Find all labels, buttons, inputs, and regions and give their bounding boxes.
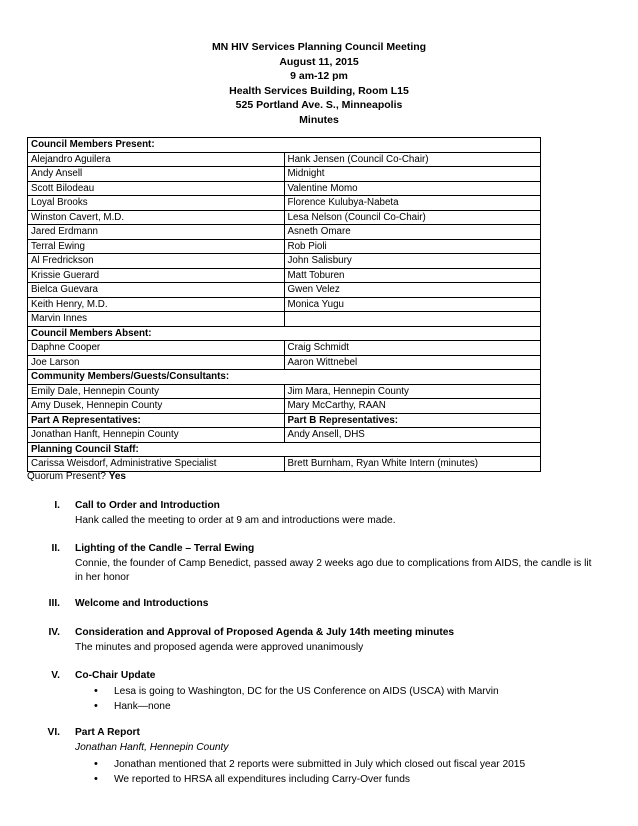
attendee-name: John Salisbury [284, 254, 541, 269]
guest-name: Amy Dusek, Hennepin County [28, 399, 285, 414]
part-a-heading: Part A Representatives: [28, 413, 285, 428]
absentee-name: Aaron Wittnebel [284, 355, 541, 370]
table-row [28, 326, 541, 341]
list-item: • We reported to HRSA all expenditures including Carry-Over funds [94, 772, 594, 787]
table-row [28, 268, 541, 283]
meeting-date: August 11, 2015 [279, 55, 359, 68]
section-number: IV. [48, 627, 60, 638]
attendee-name: Hank Jensen (Council Co-Chair) [284, 152, 541, 167]
meeting-time: 9 am-12 pm [290, 70, 348, 82]
quorum-value: Yes [108, 471, 126, 482]
section-title: Call to Order and Introduction [75, 500, 220, 511]
attendee-name: Winston Cavert, M.D. [28, 210, 285, 225]
document-header [0, 40, 638, 127]
absentee-name: Joe Larson [28, 355, 285, 370]
attendee-name: Midnight [284, 167, 541, 182]
table-row [28, 399, 541, 414]
attendee-name: Scott Bilodeau [28, 181, 285, 196]
section-title: Lighting of the Candle – Terral Ewing [75, 543, 255, 554]
table-row [28, 181, 541, 196]
section-text: Hank called the meeting to order at 9 am and introductions were made. [75, 515, 396, 526]
section-text: The minutes and proposed agenda were approved unanimously [75, 642, 364, 653]
bullet-list [94, 757, 594, 787]
table-row [28, 138, 541, 153]
list-item: • Hank—none [94, 699, 594, 714]
section-number: V. [51, 670, 60, 681]
attendee-name: Terral Ewing [28, 239, 285, 254]
staff-name: Brett Burnham, Ryan White Intern (minutes) [284, 457, 541, 472]
table-row [28, 254, 541, 269]
attendee-name: Marvin Innes [28, 312, 285, 327]
attendee-name: Alejandro Aguilera [28, 152, 285, 167]
guest-name: Jim Mara, Hennepin County [284, 384, 541, 399]
attendee-name: Monica Yugu [284, 297, 541, 312]
section-subtitle: Jonathan Hanft, Hennepin County [75, 742, 229, 753]
guest-name: Emily Dale, Hennepin County [28, 384, 285, 399]
meeting-location: Health Services Building, Room L15 [229, 84, 409, 97]
document-type: Minutes [299, 113, 339, 126]
quorum-label: Quorum Present? [27, 471, 106, 482]
part-b-heading: Part B Representatives: [284, 413, 541, 428]
attendee-name: Valentine Momo [284, 181, 541, 196]
section-number: III. [48, 598, 60, 609]
staff-heading: Planning Council Staff: [28, 442, 541, 457]
attendee-name: Matt Toburen [284, 268, 541, 283]
attendee-name: Krissie Guerard [28, 268, 285, 283]
bullet-list [94, 684, 594, 714]
table-row [28, 210, 541, 225]
table-row [28, 384, 541, 399]
table-row [28, 152, 541, 167]
attendee-name: Asneth Omare [284, 225, 541, 240]
table-row [28, 457, 541, 472]
table-row [28, 370, 541, 385]
section-title: Consideration and Approval of Proposed Agenda & July 14th meeting minutes [75, 627, 455, 638]
section-title: Welcome and Introductions [75, 598, 209, 609]
table-row [28, 355, 541, 370]
table-row [28, 167, 541, 182]
attendee-name: Gwen Velez [284, 283, 541, 298]
section-title: Co-Chair Update [75, 670, 156, 681]
table-row [28, 225, 541, 240]
attendee-name: Rob Pioli [284, 239, 541, 254]
attendee-name: Keith Henry, M.D. [28, 297, 285, 312]
attendee-name: Florence Kulubya-Nabeta [284, 196, 541, 211]
table-row [28, 239, 541, 254]
list-item: • Jonathan mentioned that 2 reports were submitted in July which closed out fiscal year 2015 [94, 757, 594, 772]
quorum-line [27, 471, 126, 482]
section-number: I. [54, 500, 60, 511]
absentee-name: Daphne Cooper [28, 341, 285, 356]
representative-name: Jonathan Hanft, Hennepin County [28, 428, 285, 443]
attendee-name: Bielca Guevara [28, 283, 285, 298]
community-heading: Community Members/Guests/Consultants: [28, 370, 541, 385]
attendee-name: Lesa Nelson (Council Co-Chair) [284, 210, 541, 225]
table-row [28, 442, 541, 457]
guest-name: Mary McCarthy, RAAN [284, 399, 541, 414]
table-row [28, 428, 541, 443]
attendee-name: Loyal Brooks [28, 196, 285, 211]
list-item: • Lesa is going to Washington, DC for the US Conference on AIDS (USCA) with Marvin [94, 684, 594, 699]
empty-cell [284, 312, 541, 327]
absentee-name: Craig Schmidt [284, 341, 541, 356]
section-title: Part A Report [75, 727, 140, 738]
table-row [28, 413, 541, 428]
section-number: II. [51, 543, 60, 554]
table-row [28, 297, 541, 312]
table-row [28, 196, 541, 211]
table-row [28, 283, 541, 298]
absent-heading: Council Members Absent: [28, 326, 541, 341]
section-number: VI. [47, 727, 60, 738]
attendance-table [27, 137, 541, 472]
meeting-title: MN HIV Services Planning Council Meeting [211, 41, 427, 53]
attendee-name: Andy Ansell [28, 167, 285, 182]
meeting-address: 525 Portland Ave. S., Minneapolis [235, 99, 403, 111]
attendee-name: Al Fredrickson [28, 254, 285, 269]
section-text: Connie, the founder of Camp Benedict, passed away 2 weeks ago due to complications from AIDS, the candle is lit in her honor [75, 558, 592, 583]
present-heading: Council Members Present: [28, 138, 541, 153]
table-row [28, 341, 541, 356]
staff-name: Carissa Weisdorf, Administrative Specialist [28, 457, 285, 472]
attendee-name: Jared Erdmann [28, 225, 285, 240]
representative-name: Andy Ansell, DHS [284, 428, 541, 443]
table-row [28, 312, 541, 327]
